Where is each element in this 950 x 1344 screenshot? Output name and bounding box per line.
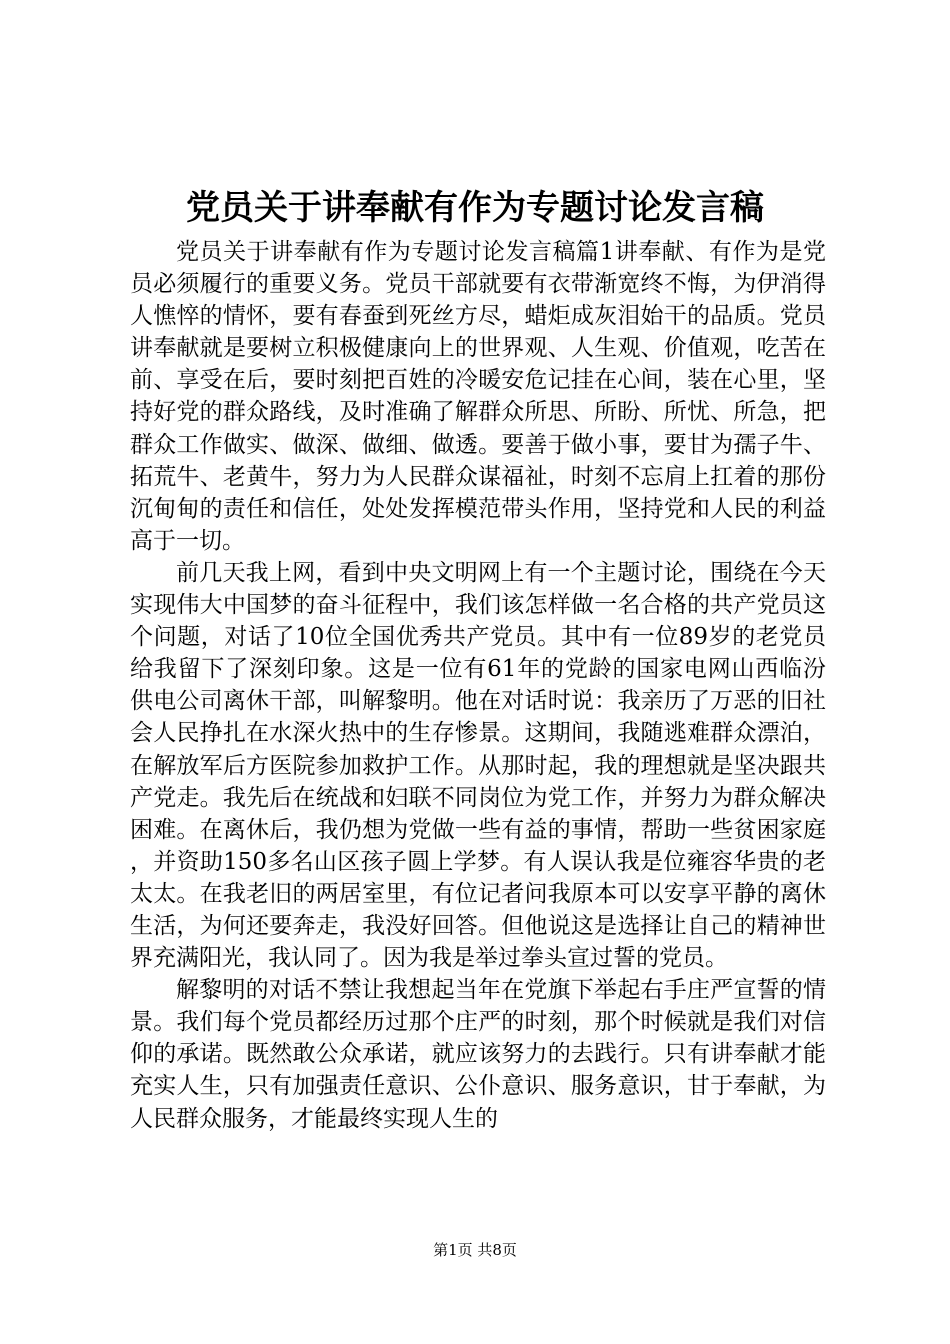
paragraph-2: 前几天我上网，看到中央文明网上有一个主题讨论，围绕在今天实现伟大中国梦的奋斗征程中，我们该怎样做一名合格的共产党员这个问题，对话了10位全国优秀共产党员。其中有一位89岁的老党员给我留下了深刻印象。这是一位有61年的党龄的国家电网山西临汾供电公司离休干部，叫解黎明。他在对话时说：我亲历了万恶的旧社会人民挣扎在水深火热中的生存惨景。这期间，我随逃难群众漂泊，在解放军后方医院参加救护工作。从那时起，我的理想就是坚决跟共产党走。我先后在统战和妇联不同岗位为党工作，并努力为群众解决困难。在离休后，我仍想为党做一些有益的事情，帮助一些贫困家庭，并资助150多名山区孩子圆上学梦。有人误认我是位雍容华贵的老太太。在我老旧的两居室里，有位记者问我原本可以安享平静的离休生活，为何还要奔走，我没好回答。但他说这是选择让自己的精神世界充满阳光，我认同了。因为我是举过拳头宣过誓的党员。 xyxy=(130,559,826,972)
document-title: 党员关于讲奉献有作为专题讨论发言稿 xyxy=(186,188,764,228)
paragraph-3: 解黎明的对话不禁让我想起当年在党旗下举起右手庄严宣誓的情景。我们每个党员都经历过那个庄严的时刻，那个时候就是我们对信仰的承诺。既然敢公众承诺，就应该努力的去践行。只有讲奉献才能充实人生，只有加强责任意识、公仆意识、服务意识，甘于奉献，为人民群众服务，才能最终实现人生的 xyxy=(130,977,826,1132)
paragraph-1: 党员关于讲奉献有作为专题讨论发言稿篇1讲奉献、有作为是党员必须履行的重要义务。党员干部就要有衣带渐宽终不悔，为伊消得人憔悴的情怀，要有春蚕到死丝方尽，蜡炬成灰泪始干的品质。党员讲奉献就是要树立积极健康向上的世界观、人生观、价值观，吃苦在前、享受在后，要时刻把百姓的冷暖安危记挂在心间，装在心里，坚持好党的群众路线，及时准确了解群众所思、所盼、所忧、所急，把群众工作做实、做深、做细、做透。要善于做小事，要甘为孺子牛、拓荒牛、老黄牛，努力为人民群众谋福祉，时刻不忘肩上扛着的那份沉甸甸的责任和信任，处处发挥模范带头作用，坚持党和人民的利益高于一切。 xyxy=(130,239,826,554)
document-body xyxy=(130,236,826,1135)
page-number-footer: 第1页 共8页 xyxy=(433,1241,517,1259)
